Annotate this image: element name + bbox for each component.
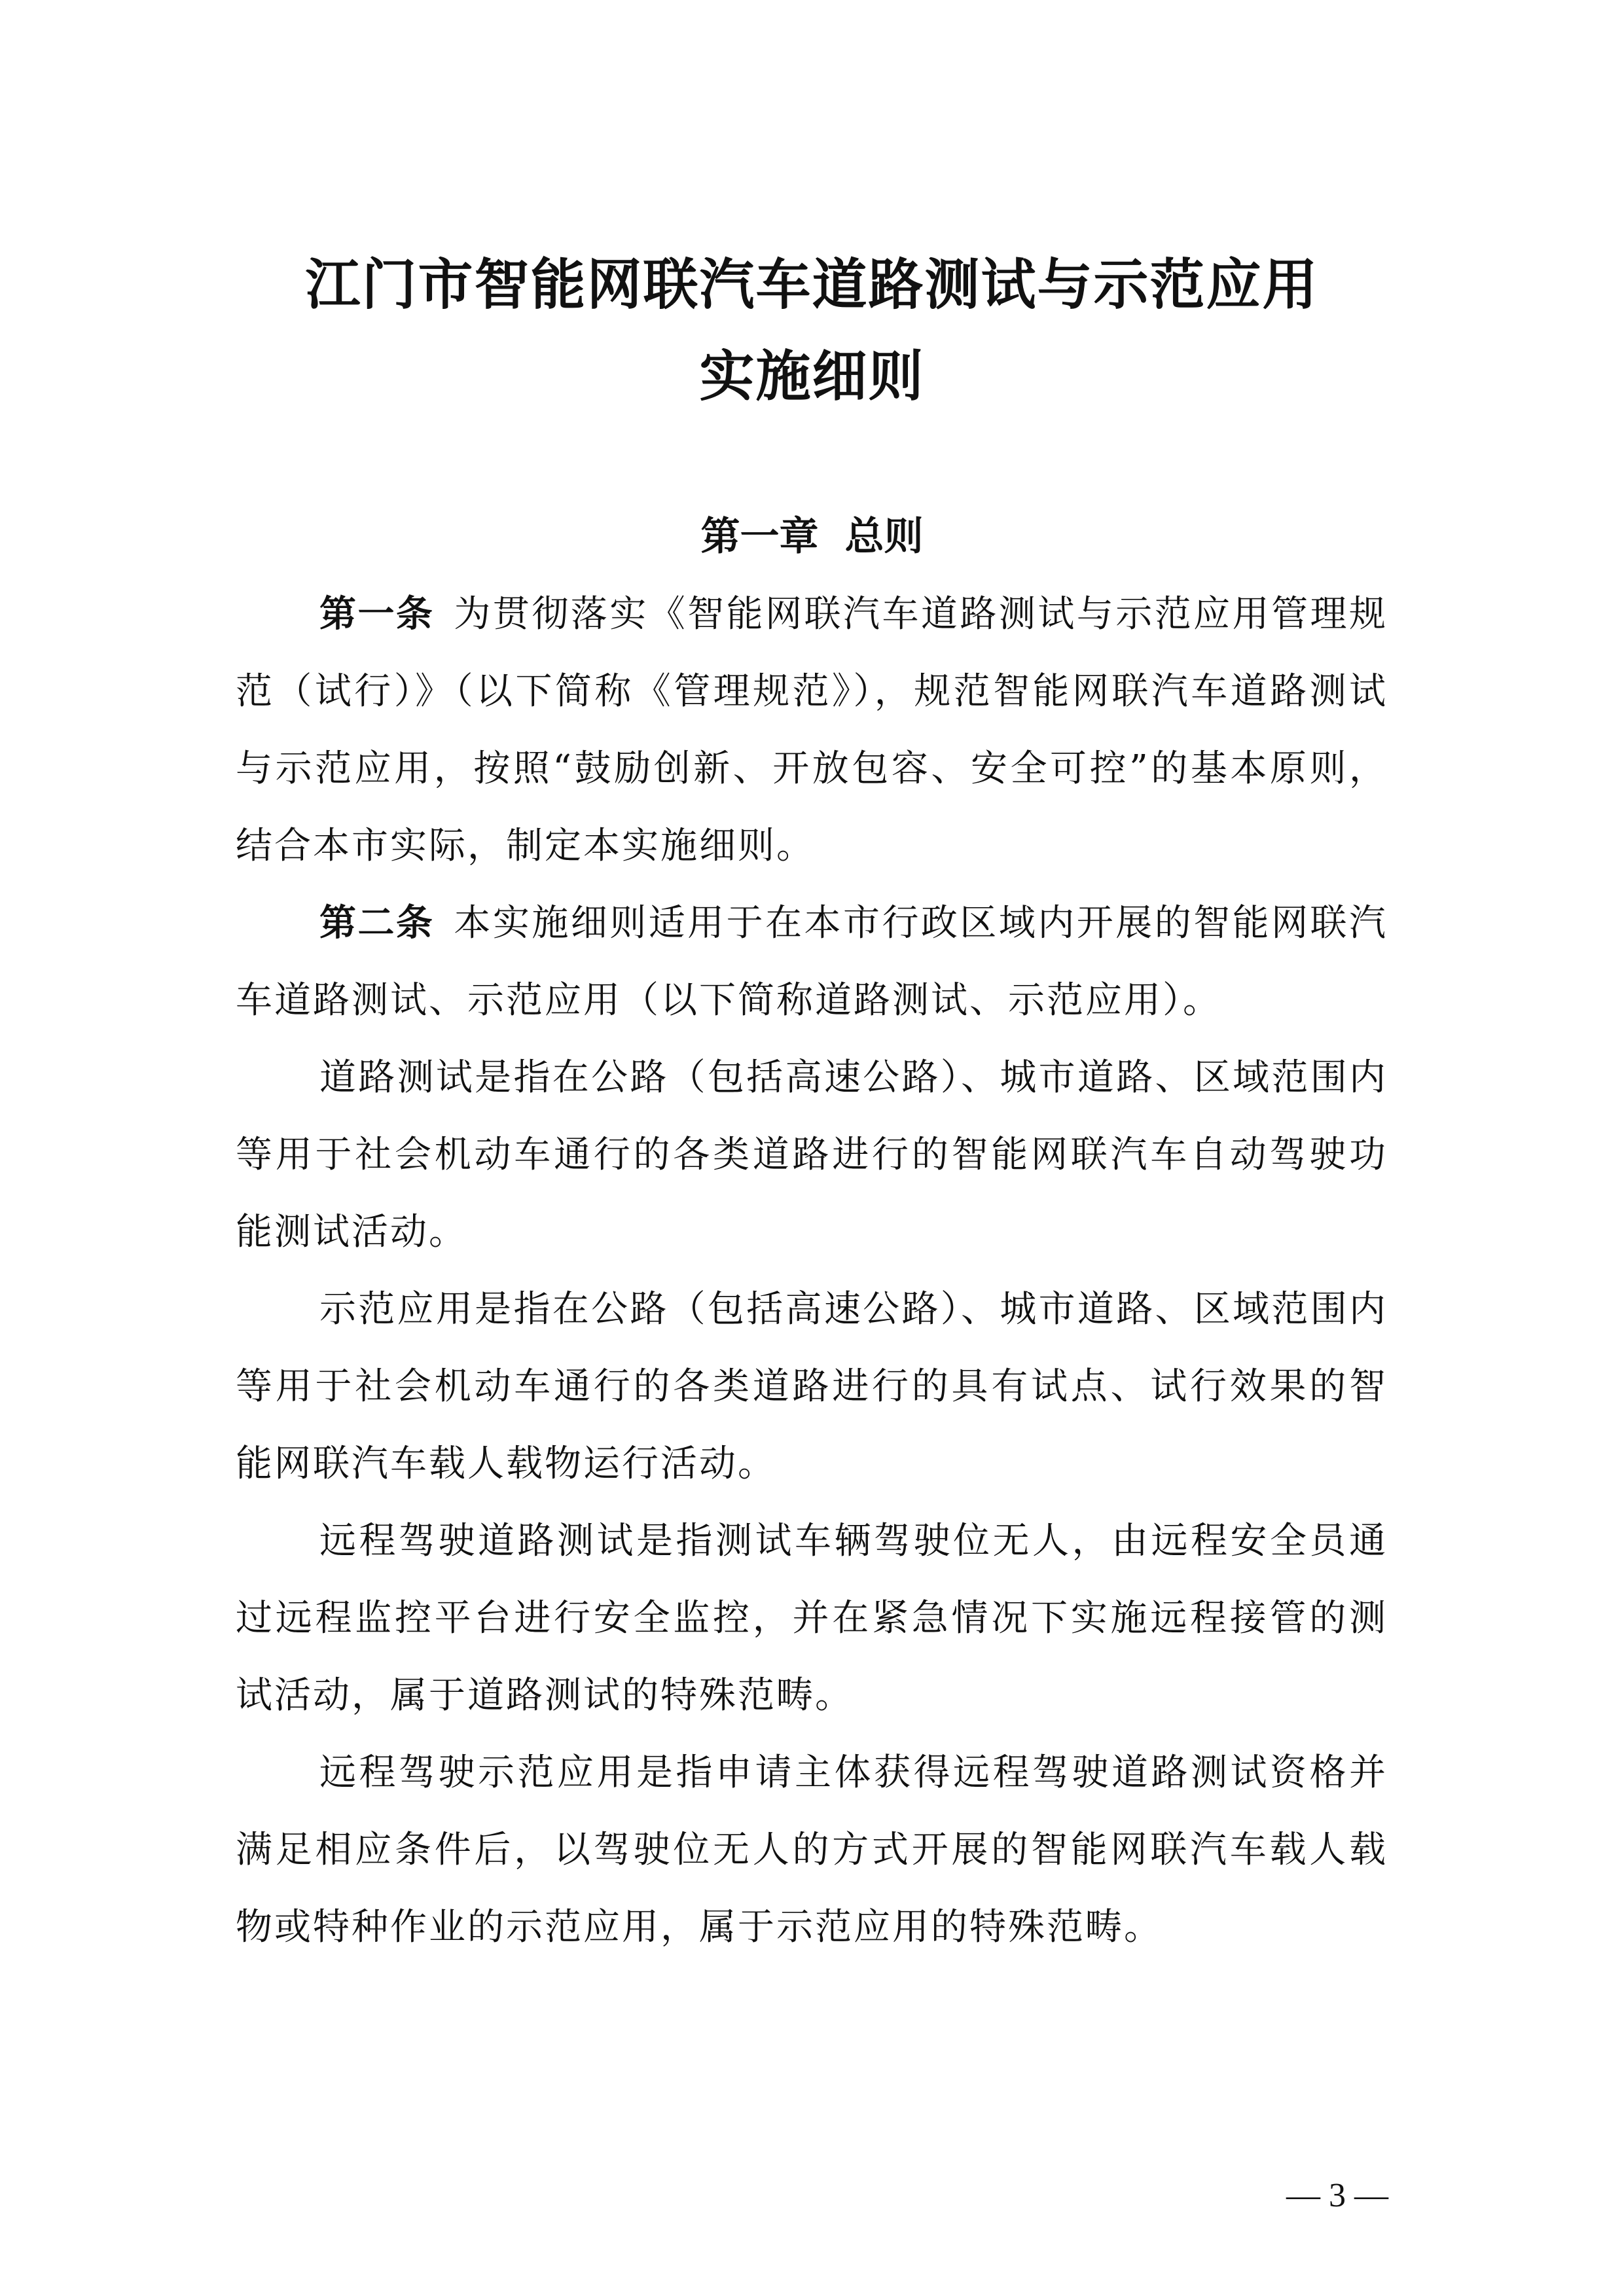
article-label: 第一条 [319,593,435,636]
document-title-line-2: 实施细则 [699,344,925,408]
chapter-heading [0,511,1624,563]
paragraph-text: 道路测试是指在公路（包括高速公路）、城市道路、区域范围内等用于社会机动车通行的各类道路进行的智能网联汽车自动驾驶功能测试活动。 [236,1056,1388,1253]
article-paragraph [236,885,1388,1039]
body-paragraph [236,1271,1388,1503]
paragraph-text: 远程驾驶道路测试是指测试车辆驾驶位无人，由远程安全员通过远程监控平台进行安全监控，并在紧急情况下实施远程接管的测试活动，属于道路测试的特殊范畴。 [236,1520,1388,1717]
chapter-number: 第一章 [700,514,819,560]
paragraph-text: 远程驾驶示范应用是指申请主体获得远程驾驶道路测试资格并满足相应条件后，以驾驶位无人的方式开展的智能网联汽车载人载物或特种作业的示范应用，属于示范应用的特殊范畴。 [236,1751,1388,1948]
body-paragraph [236,1734,1388,1966]
page-number: — 3 — [1286,2177,1388,2214]
document-title-line-1: 江门市智能网联汽车道路测试与示范应用 [305,252,1319,317]
paragraph-text: 为贯彻落实《智能网联汽车道路测试与示范应用管理规范（试行）》（以下简称《管理规范》），规范智能网联汽车道路测试与示范应用，按照“鼓励创新、开放包容、安全可控”的基本原则，结合本市实际，制定本实施细则。 [236,593,1388,867]
paragraph-text: 示范应用是指在公路（包括高速公路）、城市道路、区域范围内等用于社会机动车通行的各类道路进行的具有试点、试行效果的智能网联汽车载人载物运行活动。 [236,1288,1388,1485]
body-paragraph [236,1039,1388,1271]
document-body [236,576,1388,1966]
article-label: 第二条 [319,902,435,944]
paragraph-text: 本实施细则适用于在本市行政区域内开展的智能网联汽车道路测试、示范应用（以下简称道路测试、示范应用）。 [236,902,1388,1022]
article-paragraph [236,576,1388,885]
body-paragraph [236,1503,1388,1734]
chapter-name: 总则 [844,514,924,560]
